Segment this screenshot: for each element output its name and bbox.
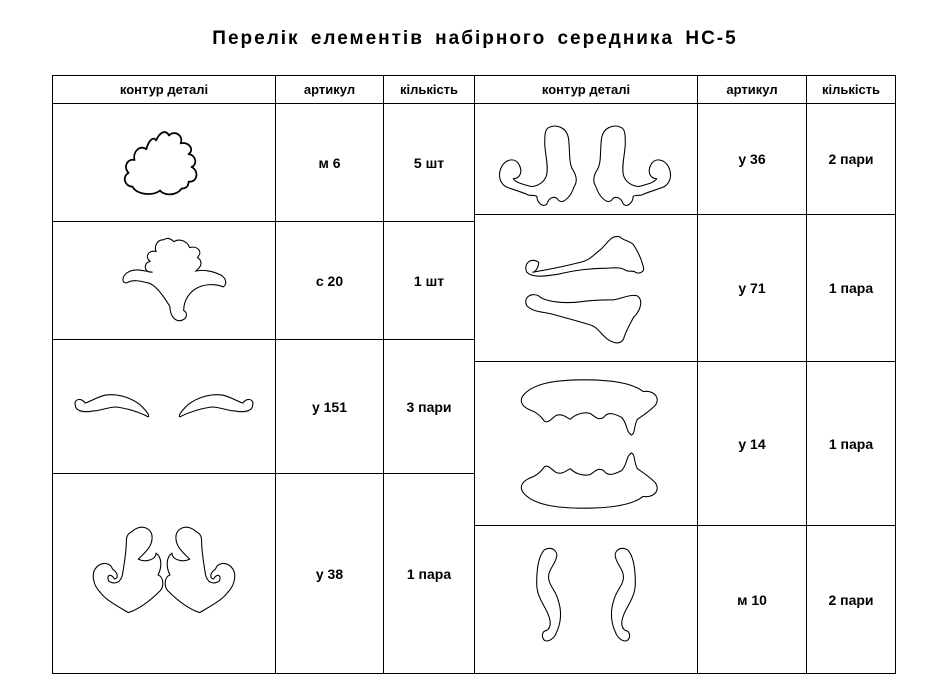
arch-scroll-pair-icon (475, 362, 697, 525)
quantity-cell-y151: 3 пари (383, 339, 475, 474)
contour-cell-y14 (474, 361, 698, 526)
quantity-cell-c20: 1 шт (383, 221, 475, 340)
wave-scroll-pair-icon (53, 340, 275, 473)
quantity-cell-m6: 5 шт (383, 103, 475, 222)
contour-cell-y36 (474, 103, 698, 215)
article-cell-c20: с 20 (275, 221, 384, 340)
c-scroll-pair-icon (475, 104, 697, 214)
article-cell-y151: у 151 (275, 339, 384, 474)
acanthus-scroll-pair-icon (53, 474, 275, 673)
contour-cell-m10 (474, 525, 698, 674)
leaf-icon (53, 104, 275, 221)
article-cell-m10: м 10 (697, 525, 807, 674)
long-leaf-pair-icon (475, 215, 697, 361)
quantity-cell-y71: 1 пара (806, 214, 896, 362)
contour-cell-y151 (52, 339, 276, 474)
quantity-cell-y14: 1 пара (806, 361, 896, 526)
quantity-cell-y36: 2 пари (806, 103, 896, 215)
header-contour-left: контур деталі (52, 75, 276, 104)
article-cell-y71: у 71 (697, 214, 807, 362)
flower-icon (53, 222, 275, 339)
header-quantity-left: кількість (383, 75, 475, 104)
page-title: Перелік елементів набірного середника НС-5 (212, 28, 738, 49)
article-cell-m6: м 6 (275, 103, 384, 222)
quantity-cell-y38: 1 пара (383, 473, 475, 674)
contour-cell-y71 (474, 214, 698, 362)
header-contour-right: контур деталі (474, 75, 698, 104)
contour-cell-c20 (52, 221, 276, 340)
s-scroll-pair-icon (475, 526, 697, 673)
contour-cell-y38 (52, 473, 276, 674)
quantity-cell-m10: 2 пари (806, 525, 896, 674)
header-article-right: артикул (697, 75, 807, 104)
article-cell-y38: у 38 (275, 473, 384, 674)
article-cell-y14: у 14 (697, 361, 807, 526)
header-quantity-right: кількість (806, 75, 896, 104)
header-article-left: артикул (275, 75, 384, 104)
article-cell-y36: у 36 (697, 103, 807, 215)
contour-cell-m6 (52, 103, 276, 222)
